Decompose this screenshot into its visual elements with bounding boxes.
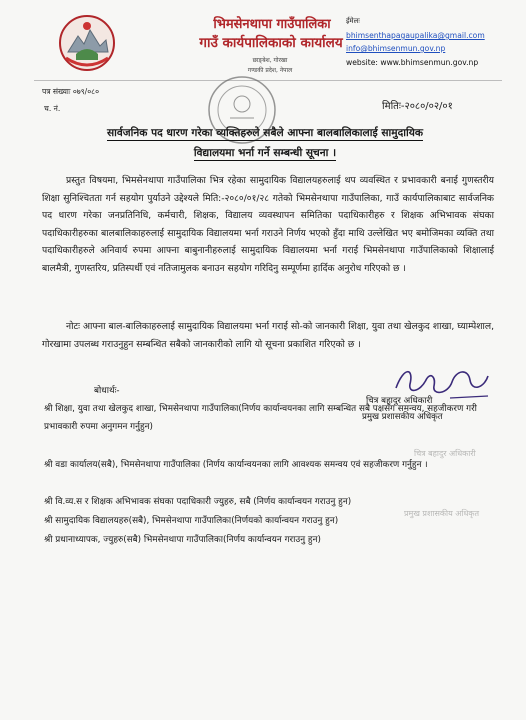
- signatory-title: प्रमुख प्रशासकीय अधिकृत: [362, 412, 443, 422]
- body-paragraph-note: नोटः आफ्ना बाल-बालिकाहरुलाई सामुदायिक विद्यालयमा भर्ना गराई सो-को जानकारी शिक्षा, युवा तथा खेलकुद शाखा, घ्याम्पेशाल, गोरखामा उपलब्ध गराउनुहुन सम्बन्धित सबैको जानकारीको लागि यो सूचना प्रकाशित गरिएको छ ।: [42, 321, 494, 350]
- province-line: गण्डकी प्रदेश, नेपाल: [247, 67, 293, 74]
- address-line: छाङ्बेश, गोरखा: [252, 57, 288, 64]
- office-name: गाउँ कार्यपालिकाको कार्यालय: [199, 35, 343, 51]
- stamp-line-title: प्रमुख प्रशासकीय अधिकृत: [404, 509, 480, 518]
- municipality-name: भिमसेनथापा गाउँपालिका: [213, 17, 331, 32]
- email-link-gmail[interactable]: bhimsenthapagaupalika@gmail.com: [346, 31, 485, 40]
- subject-text-2: विद्यालयमा भर्ना गर्ने सम्बन्धी सूचना ।: [193, 147, 337, 159]
- cc-item: श्री वि.व्य.स र शिक्षक अभिभावक संघका पदाधिकारी ज्युहरु, सबै (निर्णय कार्यान्वयन गराउनु हुन): [44, 497, 352, 507]
- letter-number: पत्र संख्याः ०७९/०८०: [42, 87, 100, 96]
- letter-date: मितिः-२०८०/०२/०१: [382, 101, 453, 112]
- official-stamp: [384, 448, 500, 534]
- email-label: ईमेलः: [346, 17, 360, 25]
- cc-label: बोधार्थः-: [94, 386, 120, 396]
- stamp-line-name: चित्र बहादुर अधिकारी: [414, 449, 476, 458]
- email-link-official[interactable]: info@bhimsenmun.gov.np: [346, 44, 446, 53]
- signatory-name: चित्र बहादुर अधिकारी: [366, 396, 433, 406]
- cc-item: श्री सामुदायिक विद्यालयहरु(सबै), भिमसेनथापा गाउँपालिका(निर्णयको कार्यान्वयन गराउनु हुन): [44, 516, 339, 526]
- cc-item: श्री वडा कार्यालय(सबै), भिमसेनथापा गाउँपालिका (निर्णय कार्यान्वयनका लागि आवश्यक समन्वय एवं सहजीकरण गर्नुहुन ।: [44, 460, 428, 470]
- subject-line-1: [42, 126, 488, 140]
- cc-item: श्री शिक्षा, युवा तथा खेलकुद शाखा, भिमसेनथापा गाउँपालिका(निर्णय कार्यान्वयनका लागि सम्बन्धित सबै पक्षसँग समन्वय, सहजीकरण गरी प्रभावकारी रुपमा अनुगमन गर्नुहुन): [44, 404, 477, 432]
- subject-line-2: [42, 146, 488, 160]
- website-text: website: www.bhimsenmun.gov.np: [346, 58, 479, 67]
- nepal-emblem-icon: [58, 14, 116, 72]
- subject-text-1: सार्वजनिक पद धारण गरेका व्यक्तिहरुले सबैले आफ्ना बालबालिकालाई सामुदायिक: [106, 127, 424, 139]
- body-paragraph-main: प्रस्तुत विषयमा, भिमसेनथापा गाउँपालिका भित्र रहेका सामुदायिक विद्यालयहरुलाई थप व्यवस्थित र प्रभावकारी बनाई गुणस्तरीय शिक्षा सुनिश्चितता गर्न सहयोग पुर्याउने उद्देश्यले मिति:-२०८०/०१/२८ गतेको भिमसेनथापा गाउँपालिका, गाउँ कार्यपालिकाबाट सार्वजनिक पद धारण गरेका जनप्रतिनिधि, कर्मचारी, शिक्षक, विद्यालय व्यवस्थापन समितिका पदाधिकारीहरु र शिक्षक अभिभावक संघका पदाधिकारीहरुका बालबालिकाहरुलाई सामुदायिक विद्यालयमा भर्ना गराउने निर्णय भएको हुँदा माथि उल्लेखित भए बमोजिमका व्यक्ति तथा पदाधिकारीहरुले अनिवार्य रुपमा आफ्ना बाबुनानीहरुलाई सामुदायिक विद्यालयमा भर्ना गराई भिमसेनथापा गाउँपालिकाको शिक्षालाई बालमैत्री, गुणस्तरिय, प्रतिस्पर्धी एवं नतिजामुलक बनाउन सहयोग गरिदिनु सम्पूर्णमा हार्दिक अनुरोध गरिएको छ ।: [42, 175, 494, 274]
- dispatch-number: च. नं.: [44, 104, 61, 113]
- cc-item: श्री प्रधानाध्यापक, ज्युहरु(सबै) भिमसेनथापा गाउँपालिका(निर्णय कार्यान्वयन गराउनु हुन): [44, 535, 321, 545]
